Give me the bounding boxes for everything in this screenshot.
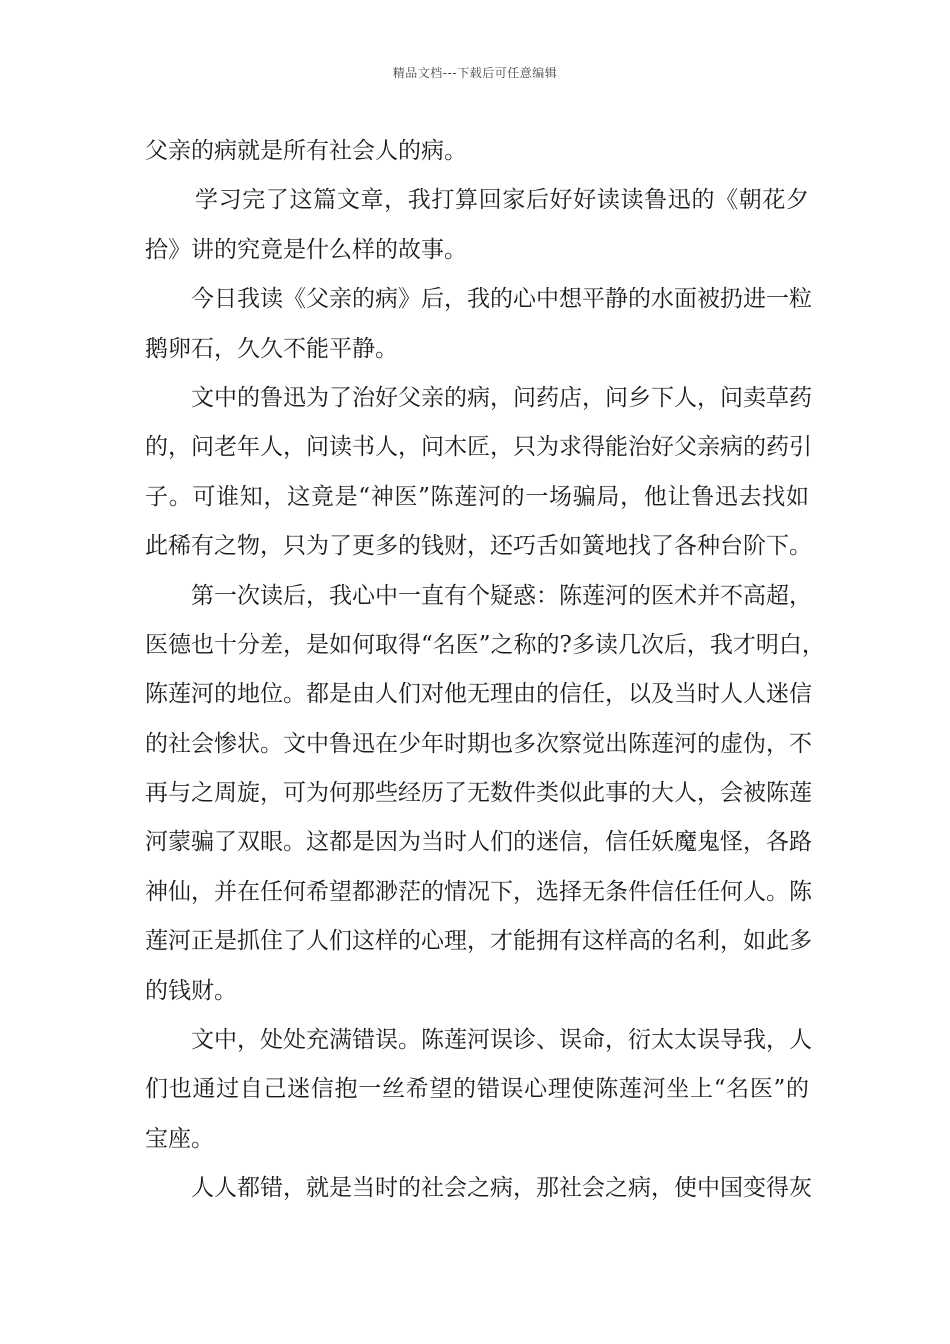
paragraph-line: 莲河正是抓住了人们这样的心理，才能拥有这样高的名利，如此多 bbox=[145, 928, 812, 955]
paragraph-line: 河蒙骗了双眼。这都是因为当时人们的迷信，信任妖魔鬼怪，各路 bbox=[145, 829, 812, 856]
paragraph-line: 学习完了这篇文章，我打算回家后好好读读鲁迅的《朝花夕 bbox=[195, 187, 809, 214]
paragraph-line: 鹅卵石，久久不能平静。 bbox=[145, 335, 398, 362]
paragraph-line: 的，问老年人，问读书人，问木匠，只为求得能治好父亲病的药引 bbox=[145, 434, 812, 461]
paragraph-line: 宝座。 bbox=[145, 1125, 214, 1152]
paragraph-line: 子。可谁知，这竟是“神医”陈莲河的一场骗局，他让鲁迅去找如 bbox=[145, 483, 809, 510]
paragraph-line: 医德也十分差，是如何取得“名医”之称的?多读几次后，我才明白， bbox=[145, 631, 825, 658]
paragraph-line: 今日我读《父亲的病》后，我的心中想平静的水面被扔进一粒 bbox=[191, 286, 812, 313]
paragraph-line: 父亲的病就是所有社会人的病。 bbox=[145, 138, 467, 164]
paragraph-line: 此稀有之物，只为了更多的钱财，还巧舌如簧地找了各种台阶下。 bbox=[145, 533, 812, 560]
paragraph-line: 的社会惨状。文中鲁迅在少年时期也多次察觉出陈莲河的虚伪，不 bbox=[145, 730, 812, 757]
paragraph-line: 文中的鲁迅为了治好父亲的病，问药店，问乡下人，问卖草药 bbox=[191, 384, 812, 411]
page-header: 精品文档---下载后可任意编辑 bbox=[392, 66, 558, 80]
paragraph-line: 第一次读后，我心中一直有个疑惑：陈莲河的医术并不高超， bbox=[191, 582, 812, 609]
paragraph-line: 的钱财。 bbox=[145, 977, 237, 1004]
paragraph-line: 拾》讲的究竟是什么样的故事。 bbox=[145, 236, 467, 263]
paragraph-line: 神仙，并在任何希望都渺茫的情况下，选择无条件信任任何人。陈 bbox=[145, 878, 812, 905]
paragraph-line: 再与之周旋，可为何那些经历了无数件类似此事的大人，会被陈莲 bbox=[145, 780, 812, 807]
document-body bbox=[145, 127, 825, 1214]
paragraph-line: 们也通过自己迷信抱一丝希望的错误心理使陈莲河坐上“名医”的 bbox=[145, 1076, 809, 1103]
paragraph-line: 陈莲河的地位。都是由人们对他无理由的信任，以及当时人人迷信 bbox=[145, 681, 812, 708]
paragraph-line: 文中，处处充满错误。陈莲河误诊、误命，衍太太误导我，人 bbox=[191, 1027, 812, 1054]
paragraph-line: 人人都错，就是当时的社会之病，那社会之病，使中国变得灰 bbox=[191, 1175, 812, 1202]
